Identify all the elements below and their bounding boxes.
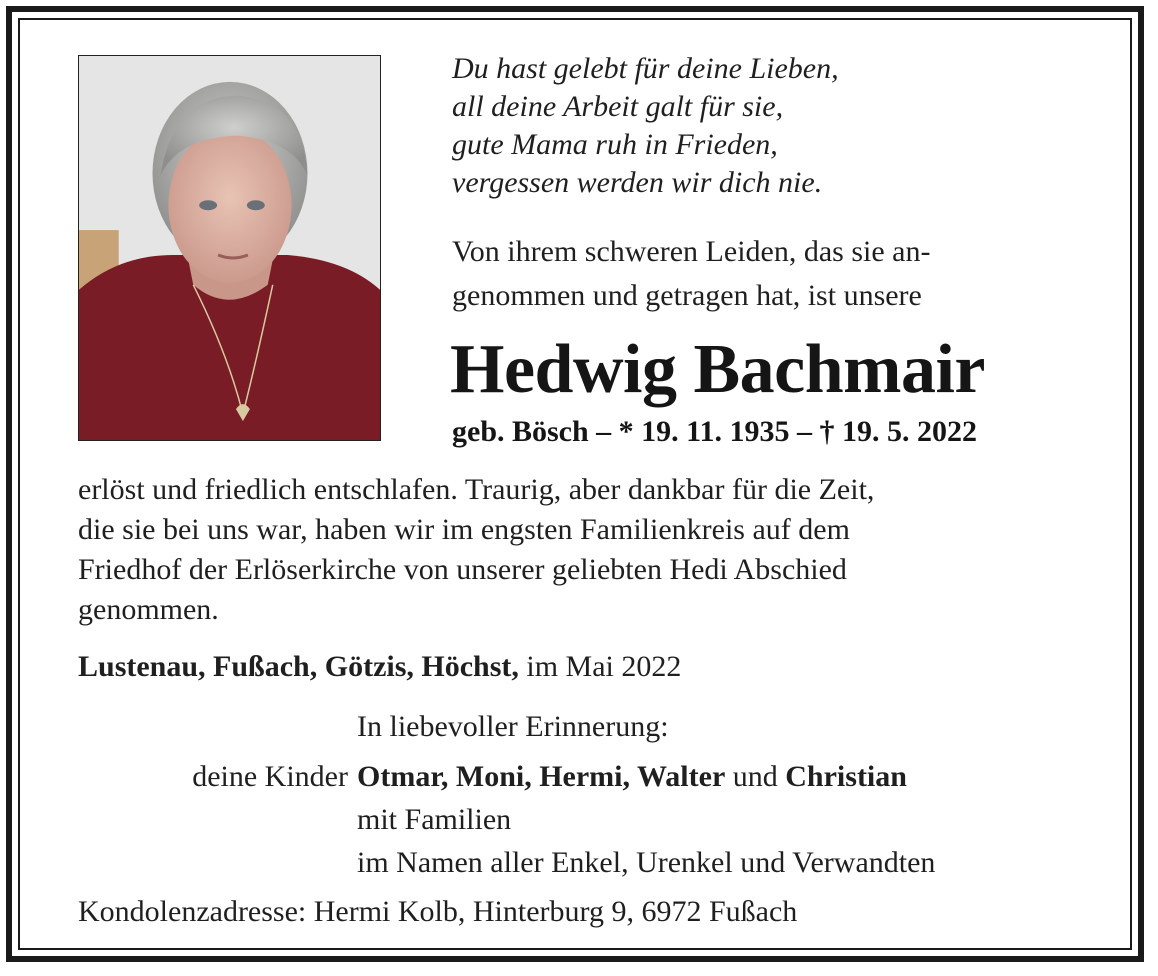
portrait-photo [78,55,381,441]
family-line-3: im Namen aller Enkel, Urenkel und Verwandten [357,846,936,879]
family-signature [0,755,1158,884]
and-word: und [732,760,778,793]
poem-line: Du hast gelebt für deine Lieben, [452,52,839,85]
deceased-dates: geb. Bösch – * 19. 11. 1935 – † 19. 5. 2022 [452,415,978,448]
memory-heading: In liebevoller Erinnerung: [357,710,669,743]
poem [452,50,839,202]
places-month: im Mai 2022 [526,650,682,683]
poem-line: gute Mama ruh in Frieden, [452,128,778,161]
family-row-families [0,798,1158,841]
poem-line: vergessen werden wir dich nie. [452,166,823,199]
intro-line: Von ihrem schweren Leiden, das sie an- [452,235,931,268]
children-names: Otmar, Moni, Hermi, Walter [357,760,726,793]
body-line: Friedhof der Erlöserkirche von unserer geliebten Hedi Abschied [78,553,847,586]
intro-line: genommen und getragen hat, ist unsere [452,279,922,312]
places-towns: Lustenau, Fußach, Götzis, Höchst, [78,650,519,683]
intro-text [452,230,930,318]
family-lead: deine Kinder [192,760,348,793]
condolence-address: Kondolenzadresse: Hermi Kolb, Hinterburg 9, 6972 Fußach [78,895,798,928]
poem-line: all deine Arbeit galt für sie, [452,90,784,123]
deceased-name: Hedwig Bachmair [450,331,985,408]
family-line-2: mit Familien [357,803,512,836]
body-text [78,470,874,630]
family-row-relatives [0,841,1158,884]
family-row-children [0,755,1158,798]
body-line: erlöst und friedlich entschlafen. Traurig, aber dankbar für die Zeit, [78,473,875,506]
body-line: genommen. [78,593,219,626]
places-date [78,645,681,689]
body-line: die sie bei uns war, haben wir im engsten Familienkreis auf dem [78,513,850,546]
family-children-line [357,755,907,798]
last-child-name: Christian [785,760,907,793]
